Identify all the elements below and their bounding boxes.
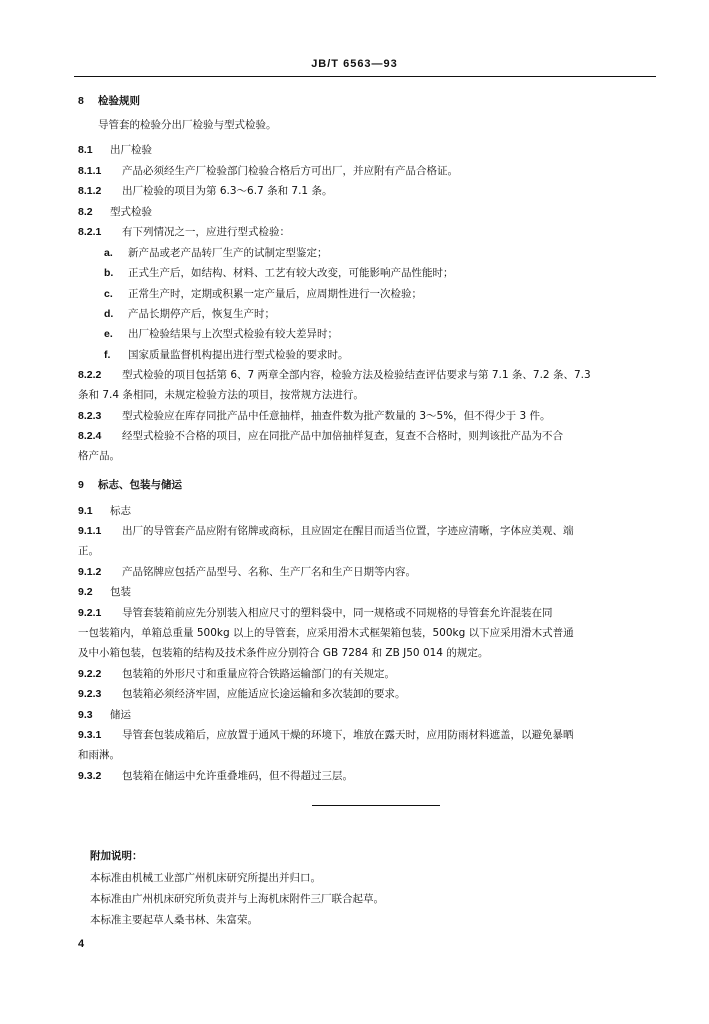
clause-text: 和雨淋。	[78, 749, 120, 761]
clause-text: 出厂检验结果与上次型式检验有较大差异时；	[128, 328, 338, 340]
clause-text: 本标准由机械工业部广州机床研究所提出并归口。	[90, 872, 321, 884]
clause-number: 8.1.2	[78, 185, 102, 197]
clause-number: f.	[104, 349, 111, 361]
clause-text: 正式生产后，如结构、材料、工艺有较大改变，可能影响产品性能时；	[128, 267, 454, 279]
header-rule	[74, 76, 656, 77]
clause-text: 产品铭牌应包括产品型号、名称、生产厂名和生产日期等内容。	[122, 566, 416, 578]
clause-number: 8.2.3	[78, 410, 102, 422]
clause-number: 8.2.4	[78, 430, 102, 442]
clause-number: 9.1.1	[78, 525, 102, 537]
clause-text: 标志	[110, 505, 131, 517]
clause-number: 9.3.1	[78, 729, 102, 741]
clause-text: 本标准由广州机床研究所负责并与上海机床附件三厂联合起草。	[90, 893, 384, 905]
clause-number: 9.2.2	[78, 668, 102, 680]
clause-number: 9.3.2	[78, 770, 102, 782]
clause-number: 9.1.2	[78, 566, 102, 578]
clause-number: 8	[78, 95, 84, 107]
clause-text: 出厂检验的项目为第 6.3～6.7 条和 7.1 条。	[122, 185, 333, 197]
clause-text: 条和 7.4 条相同，未规定检验方法的项目，按常规方法进行。	[78, 389, 364, 401]
clause-text: 型式检验的项目包括第 6、7 两章全部内容，检验方法及检验结查评估要求与第 7.1 条、7.2 条、7.3	[122, 369, 591, 381]
clause-text: 本标准主要起草人桑书林、朱富荣。	[90, 914, 258, 926]
clause-text: 导管套的检验分出厂检验与型式检验。	[98, 119, 277, 131]
clause-text: 经型式检验不合格的项目，应在同批产品中加倍抽样复查，复查不合格时，则判该批产品为不合	[122, 430, 563, 442]
clause-number: c.	[104, 288, 113, 300]
clause-text: 包装	[110, 586, 131, 598]
clause-number: 9.2.3	[78, 688, 102, 700]
clause-text: 出厂检验	[110, 144, 152, 156]
page-number: 4	[78, 938, 85, 950]
clause-text: 产品必须经生产厂检验部门检验合格后方可出厂，并应附有产品合格证。	[122, 165, 458, 177]
clause-text: 正常生产时，定期或积累一定产量后，应周期性进行一次检验；	[128, 288, 422, 300]
clause-text: 产品长期停产后，恢复生产时；	[128, 308, 275, 320]
end-of-text-rule	[312, 805, 440, 806]
standard-code-header: JB/T 6563—93	[311, 58, 398, 70]
section-heading: 检验规则	[98, 95, 140, 107]
clause-text: 导管套包装成箱后，应放置于通风干燥的环境下，堆放在露天时，应用防雨材料遮盖，以避免暴晒	[122, 729, 574, 741]
clause-number: b.	[104, 267, 114, 279]
clause-text: 型式检验	[110, 206, 152, 218]
clause-number: e.	[104, 328, 113, 340]
clause-number: 8.1.1	[78, 165, 102, 177]
clause-text: 包装箱的外形尺寸和重量应符合铁路运输部门的有关规定。	[122, 668, 395, 680]
clause-text: 包装箱必须经济牢固，应能适应长途运输和多次装卸的要求。	[122, 688, 406, 700]
clause-number: 8.1	[78, 144, 93, 156]
clause-text: 出厂的导管套产品应附有铭牌或商标，且应固定在醒目而适当位置，字迹应清晰，字体应美观、端	[122, 525, 574, 537]
clause-number: d.	[104, 308, 114, 320]
clause-number: 9.3	[78, 709, 93, 721]
clause-text: 及中小箱包装，包装箱的结构及技术条件应分别符合 GB 7284 和 ZB J50 014 的规定。	[78, 647, 489, 659]
clause-text: 新产品或老产品转厂生产的试制定型鉴定；	[128, 247, 328, 259]
clause-text: 有下列情况之一，应进行型式检验：	[122, 226, 290, 238]
clause-number: 9	[78, 479, 84, 491]
clause-text: 一包装箱内，单箱总重量 500kg 以上的导管套，应采用滑木式框架箱包装，500kg 以下应采用滑木式普通	[78, 627, 574, 639]
clause-text: 储运	[110, 709, 131, 721]
clause-text: 型式检验应在库存同批产品中任意抽样，抽查件数为批产数量的 3～5%，但不得少于 3 件。	[122, 410, 551, 422]
clause-number: 8.2.1	[78, 226, 102, 238]
clause-number: 9.2.1	[78, 607, 102, 619]
clause-number: a.	[104, 247, 113, 259]
clause-text: 正。	[78, 545, 99, 557]
clause-number: 8.2	[78, 206, 93, 218]
section-heading: 附加说明：	[90, 850, 143, 862]
clause-number: 8.2.2	[78, 369, 102, 381]
section-heading: 标志、包装与储运	[98, 479, 182, 491]
clause-number: 9.1	[78, 505, 93, 517]
clause-text: 国家质量监督机构提出进行型式检验的要求时。	[128, 349, 349, 361]
clause-number: 9.2	[78, 586, 93, 598]
clause-text: 导管套装箱前应先分别装入相应尺寸的塑料袋中，同一规格或不同规格的导管套允许混装在同	[122, 607, 553, 619]
clause-text: 格产品。	[78, 450, 120, 462]
clause-text: 包装箱在储运中允许重叠堆码，但不得超过三层。	[122, 770, 353, 782]
